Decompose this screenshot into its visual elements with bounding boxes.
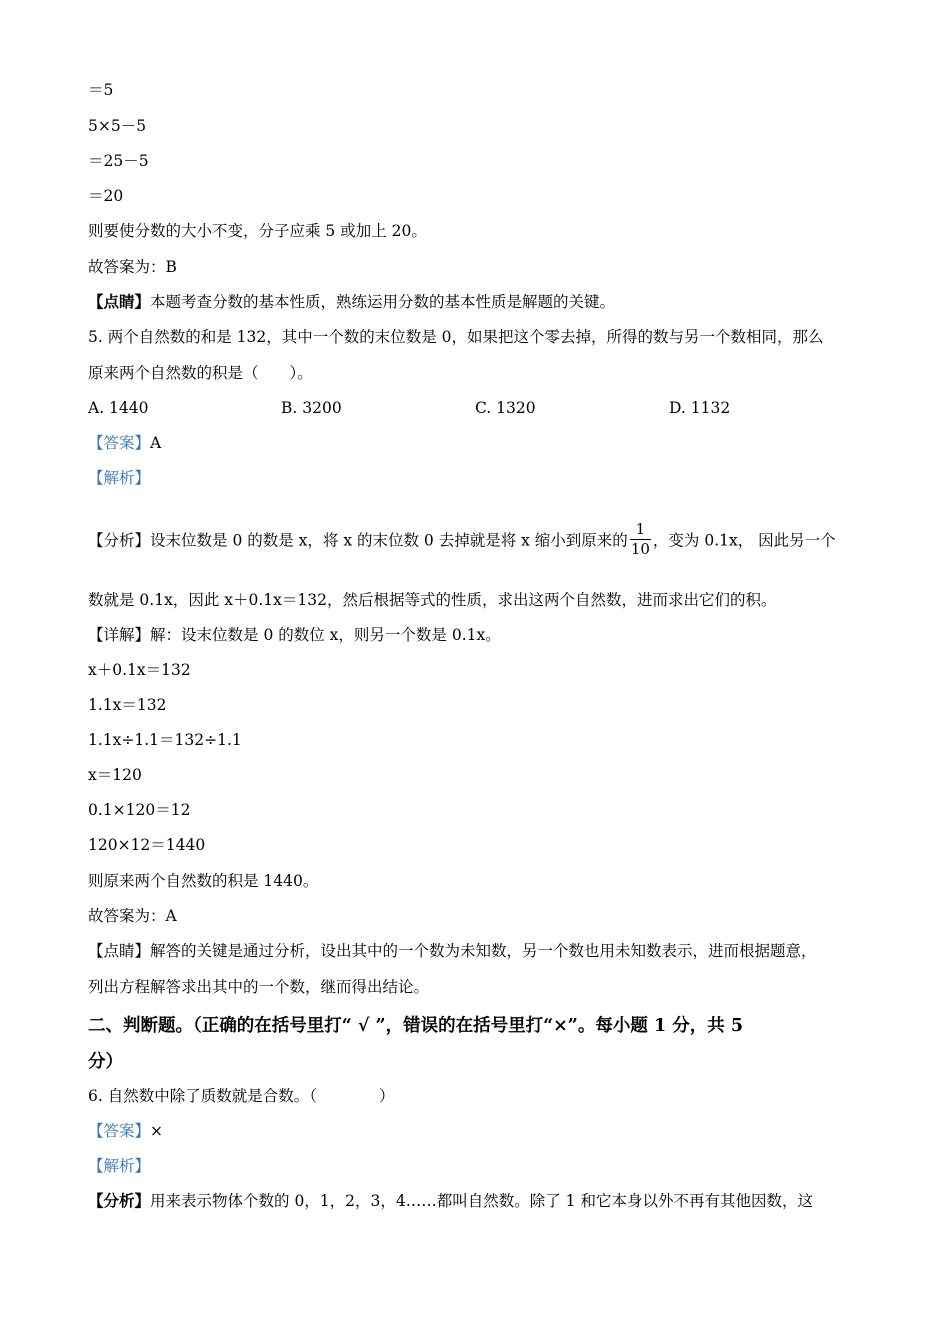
- dianjing-text: 解答的关键是通过分析，设出其中的一个数为未知数，另一个数也用未知数表示，进而根据题意，: [150, 942, 817, 960]
- fenxi-tag: 【分析】: [88, 531, 151, 550]
- fraction-denominator: 10: [630, 540, 650, 558]
- solution-step: x＋0.1x＝132: [88, 661, 191, 679]
- fraction-numerator: 1: [630, 520, 651, 540]
- jiexi-tag: 【解析】: [88, 469, 151, 487]
- option-b: B. 3200: [281, 399, 342, 417]
- conclusion-text: 则要使分数的大小不变，分子应乘 5 或加上 20。: [88, 222, 427, 240]
- calc-line: ＝5: [88, 81, 114, 99]
- solution-step: 1.1x÷1.1＝132÷1.1: [88, 731, 242, 749]
- question-6-stem: 6. 自然数中除了质数就是合数。（ ）: [88, 1087, 395, 1105]
- conclusion-text: 则原来两个自然数的积是 1440。: [88, 872, 319, 890]
- option-c: C. 1320: [475, 399, 536, 417]
- section-heading: 二、判断题。（正确的在括号里打“ √ ”，错误的在括号里打“×”。每小题 1 分，共 5: [88, 1016, 743, 1036]
- question-5-stem: 5. 两个自然数的和是 132，其中一个数的末位数是 0，如果把这个零去掉，所得的数与另一个数相同，那么: [88, 328, 824, 346]
- solution-step: 1.1x＝132: [88, 696, 167, 714]
- fenxi-line: [88, 1191, 813, 1211]
- answer-tag: 【答案】: [88, 1122, 151, 1140]
- answer-value: A: [150, 434, 162, 452]
- answer-value: ×: [150, 1122, 164, 1140]
- fenxi-line: [88, 522, 836, 561]
- fenxi-tag: 【分析】: [88, 1191, 151, 1210]
- xiangjie-text: 解：设末位数是 0 的数位 x，则另一个数是 0.1x。: [150, 626, 501, 644]
- option-a: A. 1440: [88, 399, 149, 417]
- dianjing-tag: 【点睛】: [88, 292, 151, 311]
- solution-step: 0.1×120＝12: [88, 801, 191, 819]
- fenxi-text-cont: ，变为 0.1x， 因此另一个: [652, 531, 836, 550]
- fenxi-line-2: 数就是 0.1x，因此 x＋0.1x＝132，然后根据等式的性质，求出这两个自然数，进而求出它们的积。: [88, 591, 777, 609]
- answer-statement: 故答案为：B: [88, 258, 177, 276]
- dianjing-tag: 【点睛】: [88, 942, 151, 960]
- calc-line: ＝20: [88, 187, 124, 205]
- solution-step: 120×12＝1440: [88, 836, 206, 854]
- xiangjie-line: [88, 625, 501, 645]
- calc-line: 5×5－5: [88, 117, 147, 135]
- xiangjie-tag: 【详解】: [88, 626, 151, 644]
- section-heading-cont: 分）: [88, 1052, 123, 1072]
- answer-statement: 故答案为：A: [88, 907, 177, 925]
- dianjing-text: 本题考查分数的基本性质，熟练运用分数的基本性质是解题的关键。: [150, 293, 616, 311]
- dianjing-line: [88, 292, 615, 312]
- question-5-stem-cont: 原来两个自然数的积是（ ）。: [88, 364, 313, 382]
- fraction-one-tenth: [630, 520, 651, 559]
- answer-tag: 【答案】: [88, 434, 151, 452]
- solution-step: x＝120: [88, 766, 142, 784]
- dianjing-line: [88, 941, 817, 961]
- jiexi-tag: 【解析】: [88, 1157, 151, 1175]
- answer-line: [88, 433, 161, 453]
- fenxi-text: 设末位数是 0 的数是 x，将 x 的末位数 0 去掉就是将 x 缩小到原来的: [150, 531, 628, 550]
- fenxi-text: 用来表示物体个数的 0，1，2，3，4……都叫自然数。除了 1 和它本身以外不再有其他因数，这: [150, 1192, 813, 1210]
- option-d: D. 1132: [669, 399, 731, 417]
- calc-line: ＝25－5: [88, 152, 149, 170]
- dianjing-line-2: 列出方程解答求出其中的一个数，继而得出结论。: [88, 978, 430, 996]
- answer-line: [88, 1121, 163, 1141]
